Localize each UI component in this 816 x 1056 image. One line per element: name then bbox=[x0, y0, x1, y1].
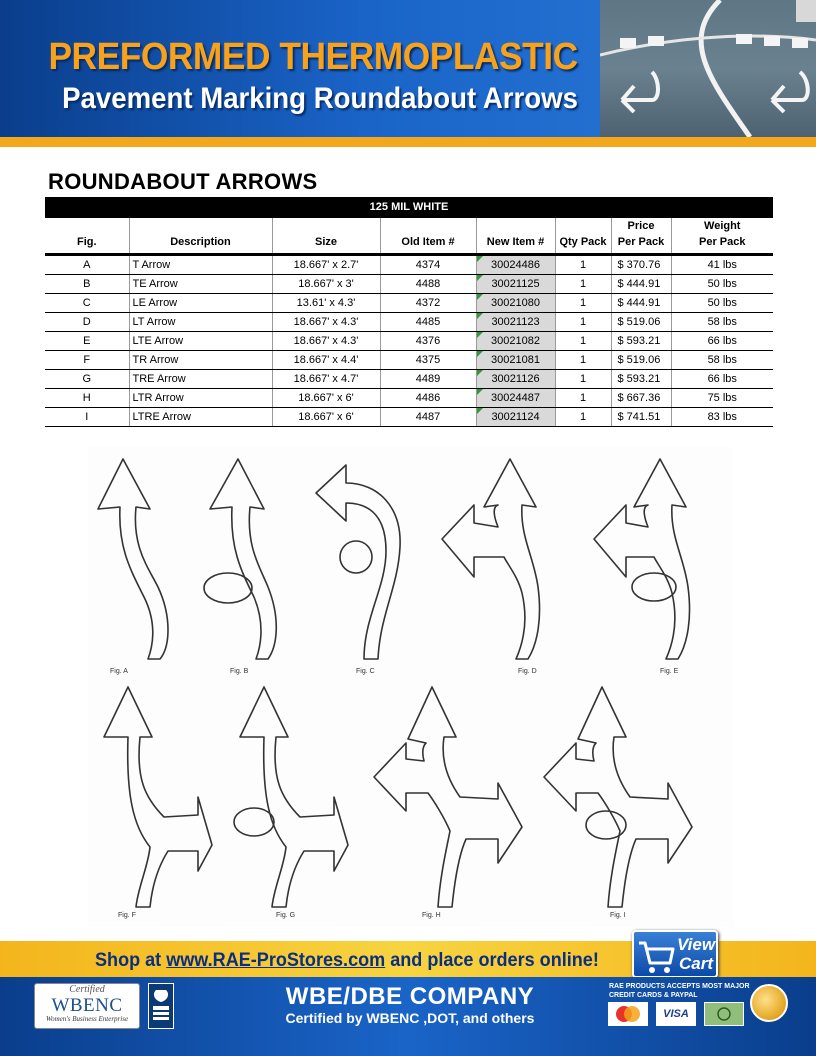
cell-qty: 1 bbox=[555, 255, 611, 275]
cell-description: TE Arrow bbox=[129, 275, 272, 294]
cell-size: 18.667' x 3' bbox=[272, 275, 380, 294]
table-row bbox=[45, 255, 773, 275]
cell-description: LT Arrow bbox=[129, 313, 272, 332]
cell-old-item: 4375 bbox=[380, 351, 476, 370]
roundabout-photo bbox=[600, 0, 816, 137]
cell-weight: 50 lbs bbox=[671, 275, 773, 294]
cell-old-item: 4487 bbox=[380, 408, 476, 427]
arrow-figure-c bbox=[316, 465, 400, 659]
cell-old-item: 4372 bbox=[380, 294, 476, 313]
cell-new-item: 30021082 bbox=[476, 332, 555, 351]
table-row bbox=[45, 370, 773, 389]
table-row bbox=[45, 313, 773, 332]
col-new-item: New Item # bbox=[476, 218, 555, 255]
cell-fig: H bbox=[45, 389, 129, 408]
cell-weight: 83 lbs bbox=[671, 408, 773, 427]
cell-price: $ 370.76 bbox=[611, 255, 671, 275]
table-row bbox=[45, 408, 773, 427]
banner-subtitle: Pavement Marking Roundabout Arrows bbox=[62, 82, 578, 115]
col-size: Size bbox=[272, 218, 380, 255]
cell-weight: 58 lbs bbox=[671, 351, 773, 370]
header-banner bbox=[0, 0, 816, 137]
cell-new-item: 30021126 bbox=[476, 370, 555, 389]
cell-fig: C bbox=[45, 294, 129, 313]
cell-size: 18.667' x 4.4' bbox=[272, 351, 380, 370]
col-qty-pack: Qty Pack bbox=[555, 218, 611, 255]
table-header-row bbox=[45, 218, 773, 255]
cell-size: 18.667' x 4.3' bbox=[272, 332, 380, 351]
arrow-figure-a bbox=[98, 459, 168, 659]
table-row bbox=[45, 351, 773, 370]
cell-old-item: 4374 bbox=[380, 255, 476, 275]
shop-suffix: and place orders online! bbox=[385, 950, 599, 971]
col-description: Description bbox=[129, 218, 272, 255]
cell-fig: D bbox=[45, 313, 129, 332]
caption-fig-d: Fig. D bbox=[518, 668, 537, 675]
cell-weight: 50 lbs bbox=[671, 294, 773, 313]
wbenc-certified: Certified bbox=[69, 984, 105, 995]
paypal-seal-icon bbox=[750, 984, 788, 1022]
cell-price: $ 519.06 bbox=[611, 313, 671, 332]
view-cart-label: View Cart bbox=[676, 935, 716, 973]
cell-fig: A bbox=[45, 255, 129, 275]
cell-description: LE Arrow bbox=[129, 294, 272, 313]
table-row bbox=[45, 294, 773, 313]
cell-fig: I bbox=[45, 408, 129, 427]
caption-fig-g: Fig. G bbox=[276, 912, 296, 919]
wbenc-full: Women's Business Enterprise bbox=[45, 1015, 129, 1023]
bbb-logo bbox=[148, 983, 174, 1029]
col-price: Price Per Pack bbox=[611, 218, 671, 255]
cell-qty: 1 bbox=[555, 408, 611, 427]
cell-qty: 1 bbox=[555, 294, 611, 313]
cell-description: LTR Arrow bbox=[129, 389, 272, 408]
cell-new-item: 30024486 bbox=[476, 255, 555, 275]
cell-qty: 1 bbox=[555, 389, 611, 408]
cell-new-item: 30021123 bbox=[476, 313, 555, 332]
table-band-label: 125 MIL WHITE bbox=[45, 197, 773, 218]
col-old-item: Old Item # bbox=[380, 218, 476, 255]
banner-title: PREFORMED THERMOPLASTIC bbox=[48, 36, 578, 78]
cell-price: $ 741.51 bbox=[611, 408, 671, 427]
cell-price: $ 667.36 bbox=[611, 389, 671, 408]
cell-price: $ 593.21 bbox=[611, 370, 671, 389]
product-table bbox=[45, 197, 773, 427]
cell-description: LTE Arrow bbox=[129, 332, 272, 351]
cell-old-item: 4485 bbox=[380, 313, 476, 332]
cell-description: LTRE Arrow bbox=[129, 408, 272, 427]
cell-qty: 1 bbox=[555, 313, 611, 332]
view-cart-button[interactable] bbox=[632, 930, 718, 978]
arrow-figure-e bbox=[594, 459, 690, 659]
table-row bbox=[45, 275, 773, 294]
cell-qty: 1 bbox=[555, 370, 611, 389]
divider-bar bbox=[0, 137, 816, 147]
col-fig: Fig. bbox=[45, 218, 129, 255]
caption-fig-a: Fig. A bbox=[110, 668, 128, 675]
cell-new-item: 30021080 bbox=[476, 294, 555, 313]
arrow-figure-g bbox=[234, 687, 348, 907]
cell-weight: 75 lbs bbox=[671, 389, 773, 408]
cell-description: TR Arrow bbox=[129, 351, 272, 370]
cell-size: 18.667' x 4.7' bbox=[272, 370, 380, 389]
cell-fig: G bbox=[45, 370, 129, 389]
wbenc-logo bbox=[34, 983, 140, 1029]
caption-fig-b: Fig. B bbox=[230, 668, 249, 675]
arrow-drawings bbox=[88, 447, 733, 927]
table-row bbox=[45, 332, 773, 351]
cell-old-item: 4376 bbox=[380, 332, 476, 351]
cell-new-item: 30021081 bbox=[476, 351, 555, 370]
cell-size: 18.667' x 6' bbox=[272, 408, 380, 427]
col-weight: Weight Per Pack bbox=[671, 218, 773, 255]
section-title: ROUNDABOUT ARROWS bbox=[48, 169, 318, 194]
cell-description: TRE Arrow bbox=[129, 370, 272, 389]
shop-link[interactable]: www.RAE-ProStores.com bbox=[166, 950, 386, 971]
cell-qty: 1 bbox=[555, 275, 611, 294]
cell-size: 13.61' x 4.3' bbox=[272, 294, 380, 313]
cell-fig: F bbox=[45, 351, 129, 370]
cell-weight: 58 lbs bbox=[671, 313, 773, 332]
cell-description: T Arrow bbox=[129, 255, 272, 275]
cell-size: 18.667' x 6' bbox=[272, 389, 380, 408]
caption-fig-h: Fig. H bbox=[422, 912, 441, 919]
cell-weight: 66 lbs bbox=[671, 370, 773, 389]
shop-prefix: Shop at bbox=[95, 950, 167, 971]
table-row bbox=[45, 389, 773, 408]
cell-price: $ 444.91 bbox=[611, 294, 671, 313]
cell-old-item: 4489 bbox=[380, 370, 476, 389]
cell-new-item: 30021125 bbox=[476, 275, 555, 294]
arrow-figure-h bbox=[374, 687, 522, 907]
caption-fig-i: Fig. I bbox=[610, 912, 626, 919]
cell-size: 18.667' x 4.3' bbox=[272, 313, 380, 332]
cell-new-item: 30024487 bbox=[476, 389, 555, 408]
arrow-figure-i bbox=[544, 687, 692, 907]
caption-fig-f: Fig. F bbox=[118, 912, 136, 919]
cell-price: $ 519.06 bbox=[611, 351, 671, 370]
cash-icon bbox=[704, 1002, 744, 1026]
cell-price: $ 593.21 bbox=[611, 332, 671, 351]
cell-qty: 1 bbox=[555, 332, 611, 351]
accept-text: RAE PRODUCTS ACCEPTS MOST MAJOR CREDIT CARDS & PAYPAL bbox=[609, 983, 750, 999]
caption-fig-e: Fig. E bbox=[660, 668, 679, 675]
cart-icon bbox=[636, 933, 676, 977]
caption-fig-c: Fig. C bbox=[356, 668, 375, 675]
shop-message bbox=[95, 950, 599, 972]
cell-old-item: 4486 bbox=[380, 389, 476, 408]
cell-weight: 66 lbs bbox=[671, 332, 773, 351]
cell-size: 18.667' x 2.7' bbox=[272, 255, 380, 275]
cell-weight: 41 lbs bbox=[671, 255, 773, 275]
arrow-figure-b bbox=[204, 459, 276, 659]
mastercard-icon bbox=[608, 1002, 648, 1026]
cell-fig: E bbox=[45, 332, 129, 351]
footer-title: WBE/DBE COMPANY bbox=[285, 983, 535, 1010]
visa-icon: VISA bbox=[656, 1002, 696, 1026]
cell-qty: 1 bbox=[555, 351, 611, 370]
wbenc-name: WBENC bbox=[51, 995, 123, 1016]
cell-price: $ 444.91 bbox=[611, 275, 671, 294]
arrow-figure-d bbox=[442, 459, 540, 659]
cell-fig: B bbox=[45, 275, 129, 294]
footer-subtitle: Certified by WBENC ,DOT, and others bbox=[285, 1010, 535, 1026]
arrow-figure-f bbox=[104, 687, 212, 907]
cell-new-item: 30021124 bbox=[476, 408, 555, 427]
cell-old-item: 4488 bbox=[380, 275, 476, 294]
